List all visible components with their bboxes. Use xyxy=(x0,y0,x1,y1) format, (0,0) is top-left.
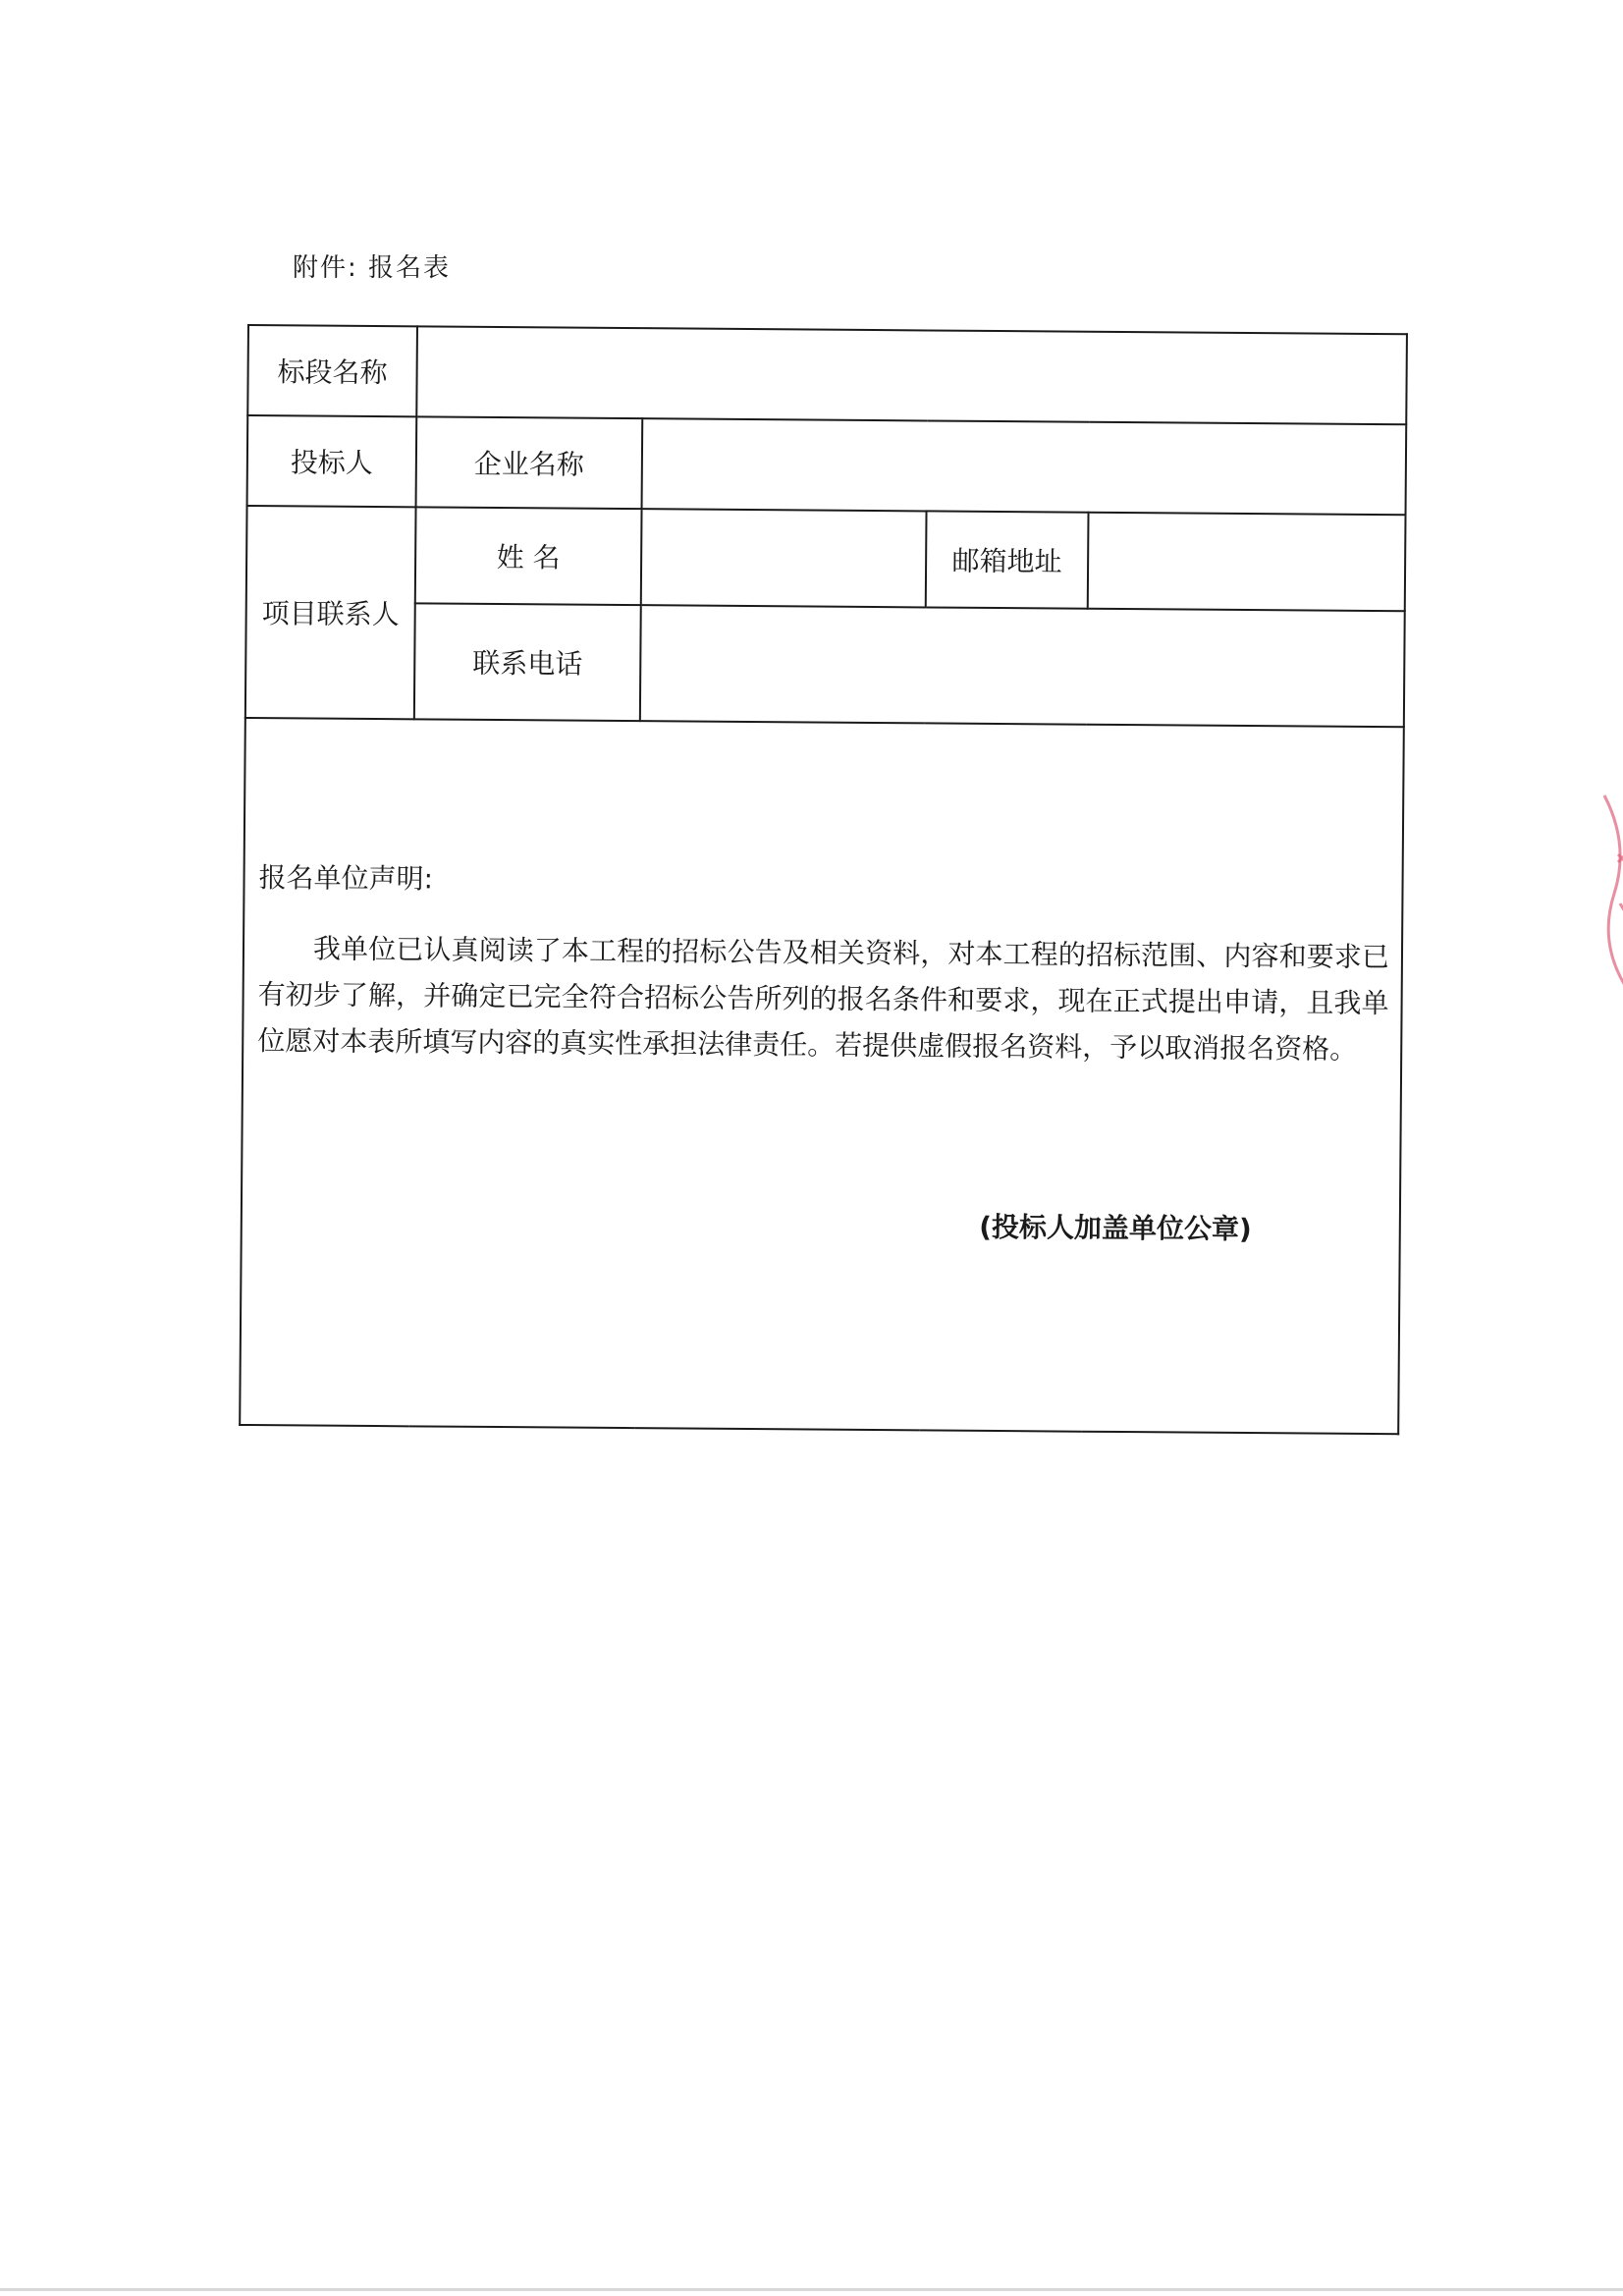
company-name-field[interactable] xyxy=(642,418,1407,515)
red-stamp-fragment xyxy=(1591,786,1623,992)
scan-edge xyxy=(0,2288,1623,2291)
registration-form xyxy=(239,324,1406,1438)
table-row xyxy=(245,602,1405,727)
project-contact-label: 项目联系人 xyxy=(245,506,416,719)
company-name-label: 企业名称 xyxy=(416,416,643,509)
email-label: 邮箱地址 xyxy=(926,511,1089,608)
table-row xyxy=(240,718,1404,1434)
phone-field[interactable] xyxy=(640,605,1405,727)
declaration-cell xyxy=(240,718,1404,1434)
seal-note: (投标人加盖单位公章) xyxy=(979,1210,1252,1246)
table-row xyxy=(247,325,1407,424)
phone-label: 联系电话 xyxy=(414,603,641,721)
bidder-label: 投标人 xyxy=(247,415,417,507)
table-row xyxy=(247,415,1407,515)
section-name-label: 标段名称 xyxy=(247,325,417,416)
registration-table xyxy=(239,324,1408,1435)
declaration-title: 报名单位声明: xyxy=(258,861,434,896)
contact-name-label: 姓 名 xyxy=(415,507,642,605)
email-field[interactable] xyxy=(1088,513,1406,612)
attachment-label: 附件: 报名表 xyxy=(293,253,452,283)
section-name-field[interactable] xyxy=(416,326,1407,424)
contact-name-field[interactable] xyxy=(641,509,927,607)
declaration-body: 我单位已认真阅读了本工程的招标公告及相关资料，对本工程的招标范围、内容和要求已有初步了解，并确定已完全符合招标公告所列的报名条件和要求，现在正式提出申请，且我单位愿对本表所填写内容的真实性承担法律责任。若提供虚假报名资料，予以取消报名资格。 xyxy=(257,932,1390,1066)
table-row xyxy=(246,506,1406,611)
